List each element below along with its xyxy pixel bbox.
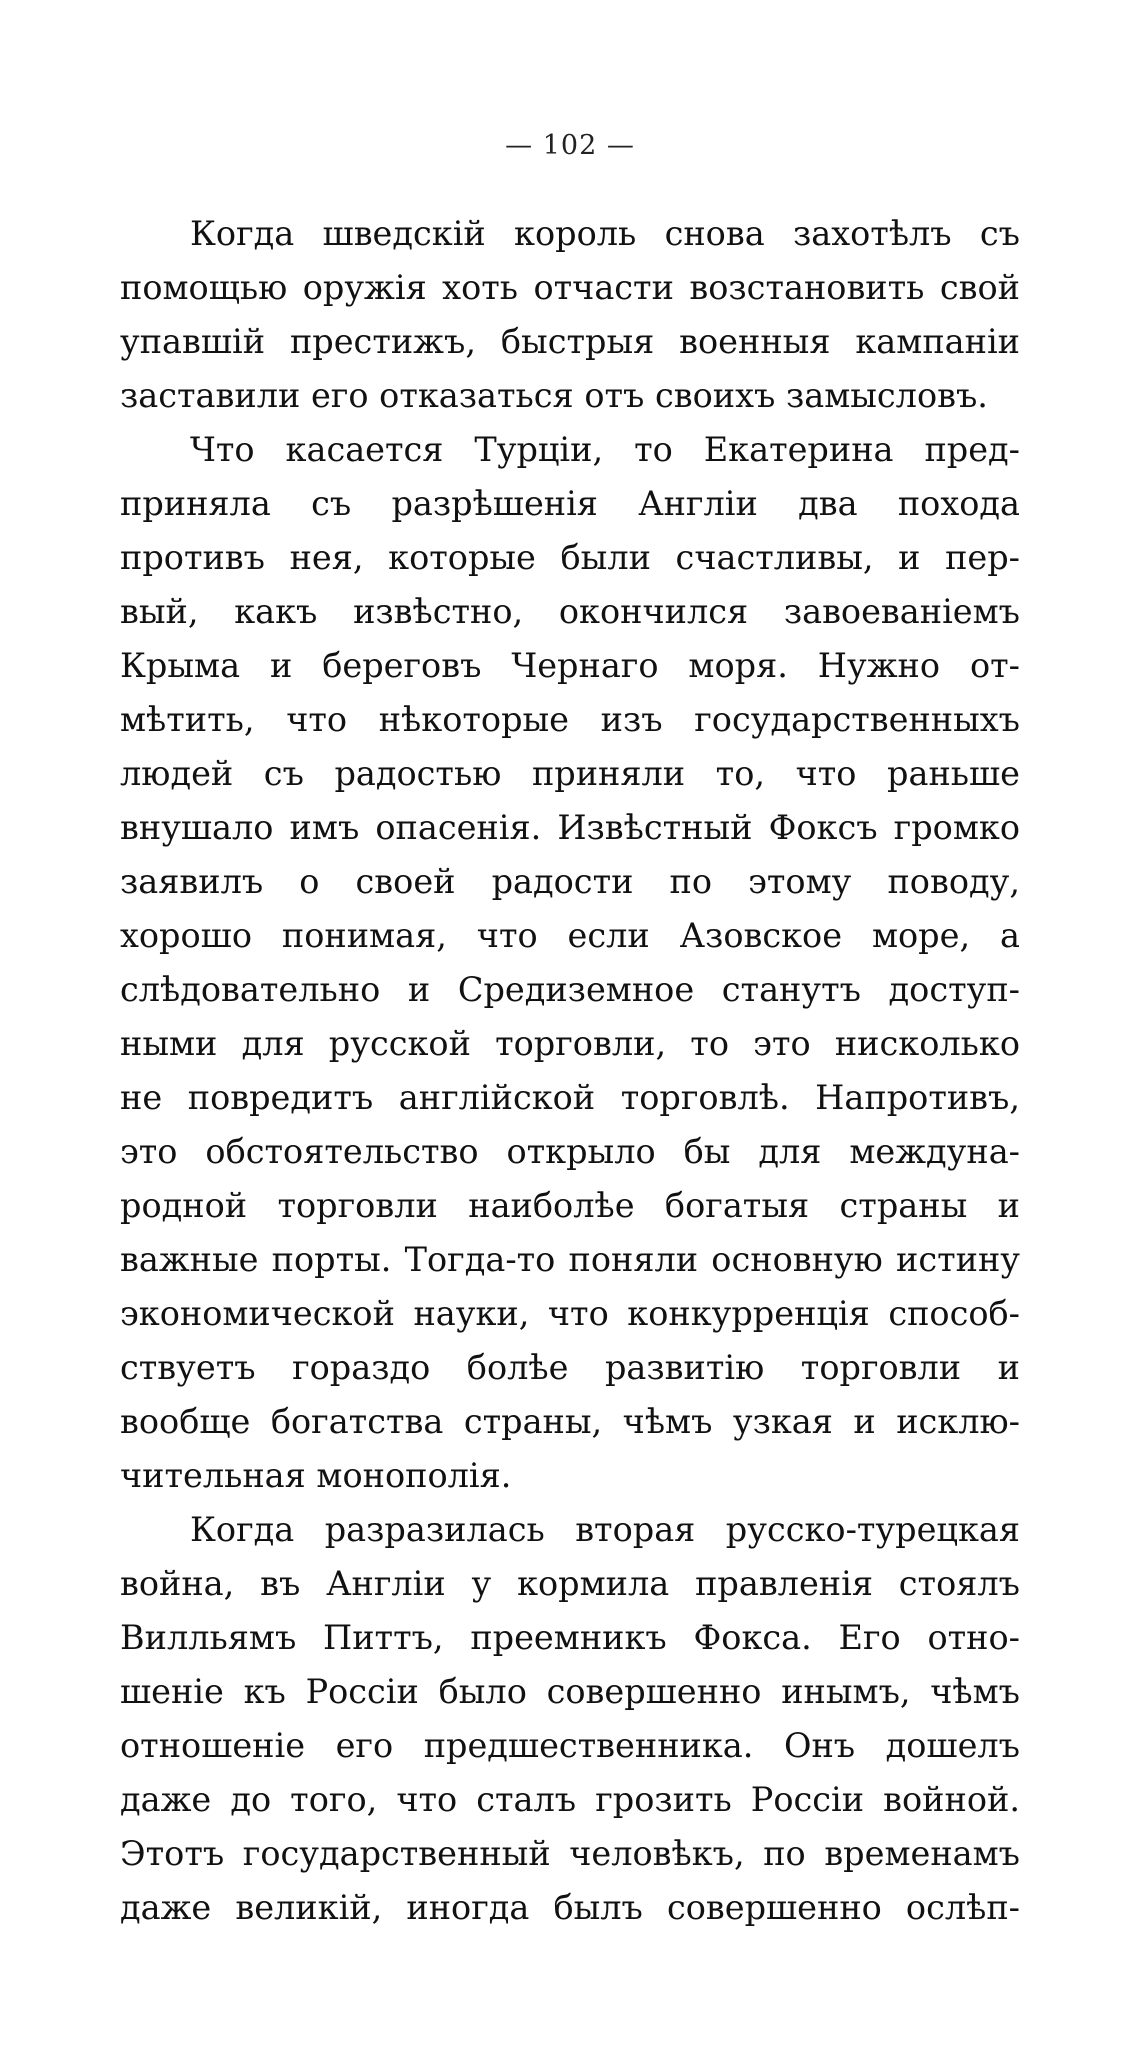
text-line: хорошо понимая, что если Азовское море, а [120,916,1020,955]
text-line: важные порты. Тогда-то поняли основную истину [120,1240,1020,1279]
text-line: слѣдовательно и Средиземное станутъ доступ- [120,970,1020,1009]
text-line: родной торговли наиболѣе богатыя страны и [120,1186,1020,1225]
text-line: война, въ Англіи у кормила правленія стоялъ [120,1564,1020,1603]
text-line: заставили его отказаться отъ своихъ замысловъ. [120,376,988,415]
paragraph-3 [120,1503,1020,1935]
text-line: Что касается Турціи, то Екатерина пред- [190,430,1020,469]
body-text [120,207,1020,1935]
page-number: — 102 — [505,130,635,161]
text-line: людей съ радостью приняли то, что раньше [120,754,1020,793]
text-line: помощью оружія хоть отчасти возстановить свой [120,268,1020,307]
text-line: вообще богатства страны, чѣмъ узкая и исклю- [120,1402,1020,1441]
text-line: экономической науки, что конкурренція способ- [120,1294,1020,1333]
text-line: даже до того, что сталъ грозить Россіи войной. [120,1780,1020,1819]
text-line: это обстоятельство открыло бы для междуна- [120,1132,1020,1171]
text-line: упавшій престижъ, быстрыя военныя кампаніи [120,322,1020,361]
text-line: Вилльямъ Питтъ, преемникъ Фокса. Его отно- [120,1618,1020,1657]
text-line: Этотъ государственный человѣкъ, по временамъ [120,1834,1020,1873]
text-line: не повредитъ англійской торговлѣ. Напротивъ, [120,1078,1020,1117]
text-line: Когда разразилась вторая русско-турецкая [190,1510,1020,1549]
text-line: ными для русской торговли, то это нисколько [120,1024,1020,1063]
text-line: заявилъ о своей радости по этому поводу, [120,862,1020,901]
text-line: ствуетъ гораздо болѣе развитію торговли и [120,1348,1020,1387]
text-line: внушало имъ опасенія. Извѣстный Фоксъ громко [120,808,1020,847]
paragraph-2 [120,423,1020,1503]
text-line: отношеніе его предшественника. Онъ дошелъ [120,1726,1020,1765]
text-line: вый, какъ извѣстно, окончился завоеваніемъ [120,592,1020,631]
text-line: Крыма и береговъ Чернаго моря. Нужно от- [120,646,1020,685]
text-line: мѣтить, что нѣкоторые изъ государственныхъ [120,700,1020,739]
text-line: даже великій, иногда былъ совершенно ослѣп- [120,1888,1020,1927]
text-line: чительная монополія. [120,1456,512,1495]
text-line: приняла съ разрѣшенія Англіи два похода [120,484,1020,523]
text-line: шеніе къ Россіи было совершенно инымъ, чѣмъ [120,1672,1020,1711]
text-line: противъ нея, которые были счастливы, и пер- [120,538,1020,577]
text-line: Когда шведскій король снова захотѣлъ съ [190,214,1020,253]
paragraph-1 [120,207,1020,423]
